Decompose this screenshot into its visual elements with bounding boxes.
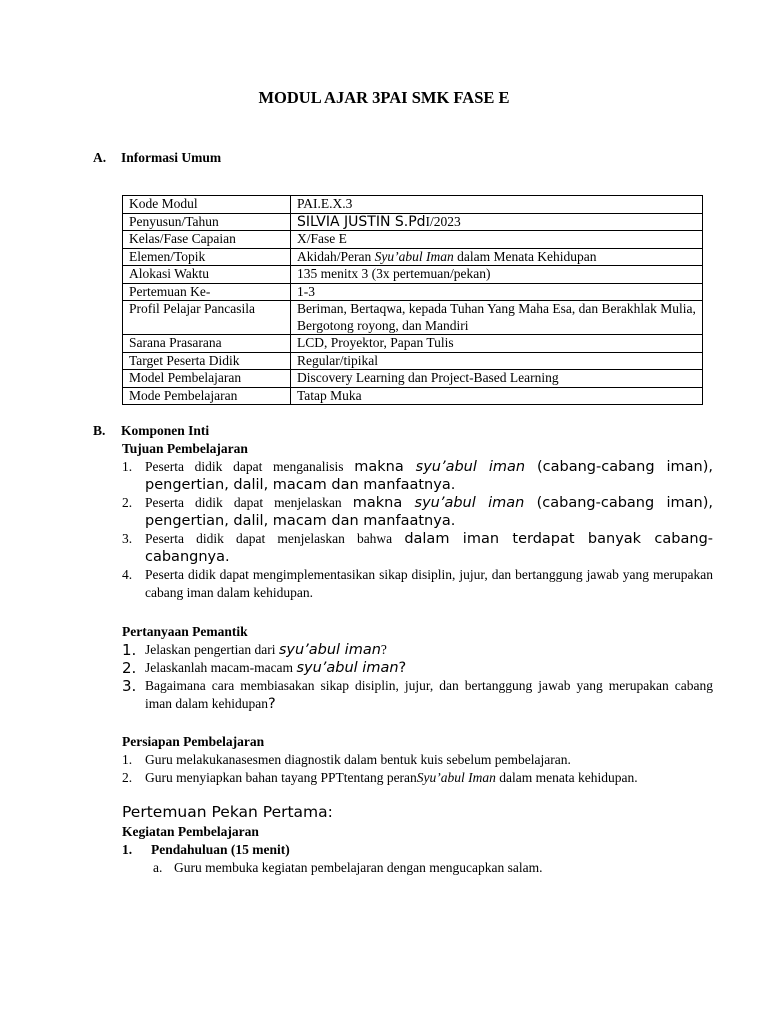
section-a-letter: A.	[93, 150, 107, 165]
table-cell-value	[291, 248, 703, 266]
table-row	[123, 248, 703, 266]
table-cell-key: Kelas/Fase Capaian	[123, 231, 291, 249]
table-cell-value: Regular/tipikal	[291, 352, 703, 370]
kegiatan-section	[122, 823, 713, 877]
item-text: Peserta didik dapat menganalisis	[145, 459, 355, 474]
table-cell-value: 1-3	[291, 283, 703, 301]
item-text: Peserta didik dapat menjelaskan	[145, 495, 353, 510]
list-number: 2.	[122, 659, 137, 677]
list-number: 4.	[122, 567, 133, 582]
table-cell-key: Pertemuan Ke-	[123, 283, 291, 301]
list-item	[122, 641, 713, 659]
section-b-heading	[93, 423, 209, 439]
table-cell-value: 135 menitx 3 (3x pertemuan/pekan)	[291, 266, 703, 284]
list-item	[122, 458, 713, 494]
list-item	[122, 751, 713, 769]
list-item	[122, 677, 713, 713]
list-item	[122, 769, 713, 787]
item-text-sans: (cabang-cabang iman), pengertian, dalil, macam dan manfaatnya.	[145, 459, 713, 493]
item-text: Peserta didik dapat menjelaskan bahwa	[145, 531, 405, 546]
list-number: 2.	[122, 770, 133, 785]
page-title: MODUL AJAR 3PAI SMK FASE E	[258, 88, 510, 107]
item-text: Guru menyiapkan bahan tayang PPTtentang peran	[145, 770, 417, 785]
list-number: 3.	[122, 677, 137, 695]
list-number: 1.	[122, 641, 137, 659]
sub-item	[122, 859, 713, 877]
table-row	[123, 283, 703, 301]
section-a-title: Informasi Umum	[121, 150, 222, 165]
table-row	[123, 370, 703, 388]
table-row	[123, 352, 703, 370]
table-cell-key: Model Pembelajaran	[123, 370, 291, 388]
step-number: 1.	[122, 842, 133, 857]
item-text: Jelaskan pengertian dari	[145, 642, 279, 657]
table-cell-key: Alokasi Waktu	[123, 266, 291, 284]
item-text-italic: syu’abul iman	[278, 642, 381, 658]
pertemuan-heading: Pertemuan Pekan Pertama:	[122, 803, 333, 821]
tujuan-section	[122, 440, 713, 602]
author-name: SILVIA JUSTIN S.Pd	[297, 213, 426, 230]
list-number: 1.	[122, 459, 133, 474]
table-cell-value: X/Fase E	[291, 231, 703, 249]
list-number: 1.	[122, 752, 133, 767]
item-text: Peserta didik dapat mengimplementasikan sikap disiplin, jujur, dan bertanggung jawab yang merupakan cabang iman dalam kehidupan.	[145, 567, 713, 600]
table-row	[123, 266, 703, 284]
item-text-sans: makna	[354, 459, 416, 475]
sub-item-letter: a.	[153, 860, 163, 875]
table-row	[123, 301, 703, 335]
topic-pre: Akidah/Peran	[297, 248, 375, 264]
persiapan-section	[122, 733, 713, 787]
item-text-sans: (cabang-cabang iman), pengertian, dalil, macam dan manfaatnya.	[145, 495, 713, 529]
item-text-sans: dalam iman terdapat banyak cabang-cabangnya.	[145, 531, 713, 565]
step-label: Pendahuluan (15 menit)	[151, 842, 290, 857]
list-number: 3.	[122, 531, 133, 546]
list-item	[122, 494, 713, 530]
item-text: ?	[398, 660, 407, 676]
pertanyaan-section	[122, 623, 713, 713]
section-b-title: Komponen Inti	[121, 423, 210, 438]
item-text: Guru melakukanasesmen diagnostik dalam bentuk kuis sebelum pembelajaran.	[145, 752, 571, 767]
table-cell-value: Beriman, Bertaqwa, kepada Tuhan Yang Maha Esa, dan Berakhlak Mulia, Bergotong royong, dan Mandiri	[291, 301, 703, 335]
table-cell-key: Mode Pembelajaran	[123, 387, 291, 405]
table-row	[123, 387, 703, 405]
item-text-italic: syu’abul iman	[296, 660, 399, 676]
item-text: ?	[267, 696, 276, 712]
list-item	[122, 659, 713, 677]
section-a-heading	[93, 150, 221, 166]
list-number: 2.	[122, 495, 133, 510]
table-cell-value: LCD, Proyektor, Papan Tulis	[291, 335, 703, 353]
table-row	[123, 196, 703, 214]
section-b-letter: B.	[93, 423, 106, 438]
item-text-italic: Syu’abul Iman	[416, 770, 496, 785]
list-item	[122, 530, 713, 566]
step-heading	[122, 841, 713, 859]
persiapan-list	[122, 751, 713, 787]
table-cell-key: Profil Pelajar Pancasila	[123, 301, 291, 335]
table-cell-key: Penyusun/Tahun	[123, 213, 291, 231]
table-cell-value: Discovery Learning dan Project-Based Learning	[291, 370, 703, 388]
topic-italic: Syu’abul Iman	[374, 248, 454, 264]
item-text-italic: syu’abul iman	[415, 459, 526, 475]
table-cell-value: PAI.E.X.3	[291, 196, 703, 214]
sub-item-text: Guru membuka kegiatan pembelajaran dengan mengucapkan salam.	[174, 860, 543, 875]
list-item	[122, 566, 713, 602]
item-text: Jelaskanlah macam-macam	[145, 660, 297, 675]
item-text: dalam menata kehidupan.	[495, 770, 638, 785]
table-row	[123, 335, 703, 353]
table-cell-key: Elemen/Topik	[123, 248, 291, 266]
topic-post: dalam Menata Kehidupan	[453, 248, 597, 264]
table-cell-key: Kode Modul	[123, 196, 291, 214]
pertanyaan-list	[122, 641, 713, 713]
table-cell-value	[291, 213, 703, 231]
author-year: I/2023	[425, 213, 461, 229]
table-row	[123, 231, 703, 249]
tujuan-heading: Tujuan Pembelajaran	[122, 441, 248, 456]
table-cell-value: Tatap Muka	[291, 387, 703, 405]
table-cell-key: Target Peserta Didik	[123, 352, 291, 370]
pertanyaan-heading: Pertanyaan Pemantik	[122, 624, 248, 639]
persiapan-heading: Persiapan Pembelajaran	[122, 734, 265, 749]
item-text: ?	[380, 642, 387, 657]
info-table	[122, 195, 703, 405]
kegiatan-heading: Kegiatan Pembelajaran	[122, 824, 259, 839]
item-text-italic: syu’abul iman	[414, 495, 525, 511]
table-row	[123, 213, 703, 231]
table-cell-key: Sarana Prasarana	[123, 335, 291, 353]
item-text: Bagaimana cara membiasakan sikap disiplin, jujur, dan bertanggung jawab yang merupakan cabang iman dalam kehidupan	[145, 678, 713, 711]
tujuan-list	[122, 458, 713, 602]
item-text-sans: makna	[352, 495, 415, 511]
